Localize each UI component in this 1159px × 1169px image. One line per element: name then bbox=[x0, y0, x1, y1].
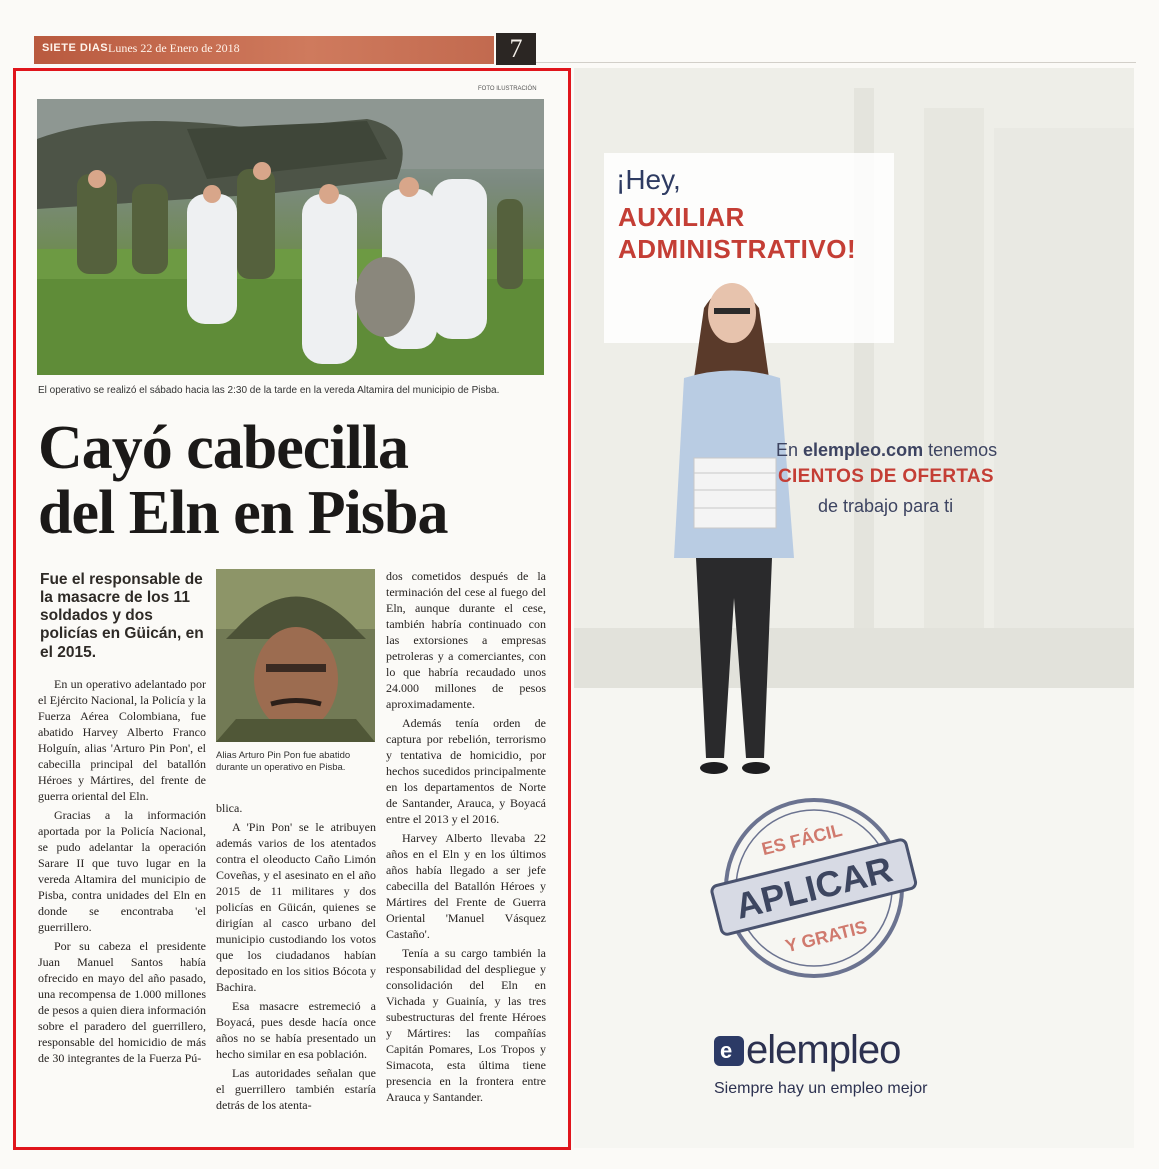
ad-greeting: ¡Hey, bbox=[616, 164, 681, 195]
portrait-caption: Alias Arturo Pin Pon fue abatido durante un operativo en Pisba. bbox=[216, 750, 351, 774]
issue-date: Lunes 22 de Enero de 2018 bbox=[108, 41, 240, 55]
ad-offer-line bbox=[776, 440, 997, 461]
ad-offer-end: de trabajo para ti bbox=[818, 496, 954, 516]
stamp-bottom-text: Y GRATIS bbox=[783, 916, 869, 957]
headline-line: Cayó cabecilla bbox=[38, 414, 408, 482]
page-number: 7 bbox=[496, 33, 536, 65]
article-column-2 bbox=[216, 800, 376, 1116]
article-paragraph: Esa masacre estremeció a Boyacá, pues desde hacía once años no se había presentado un hecho similar en esa población. bbox=[216, 999, 376, 1061]
article-column-3 bbox=[386, 568, 546, 1108]
stamp-main-text: APLICAR bbox=[731, 848, 897, 927]
headline bbox=[38, 416, 548, 546]
article-paragraph: Por su cabeza el presidente Juan Manuel Santos había ofrecido en mayo del año pasado, una recompensa de 1.000 millones de pesos a quien diera información sobre el paradero del guerrillero, responsable del homicidio de más de 30 integrantes de la Fuerza Pú- bbox=[38, 939, 206, 1065]
ad-job-title-line: AUXILIAR bbox=[618, 202, 745, 232]
ad-offer-brand: elempleo.com bbox=[803, 440, 924, 460]
ad-model-photo bbox=[634, 268, 814, 828]
article-paragraph: Gracias a la información aportada por la Policía Nacional, se pudo adelantar la operación Sarare II que tuvo lugar en la vereda Altamira del municipio de Pisba, contra unidades del Eln en donde se encontraba 'el guerrillero. bbox=[38, 808, 206, 934]
job-site-advertisement bbox=[574, 68, 1134, 1148]
article-paragraph: dos cometidos después de la terminación del cese al fuego del Eln, aunque durante el cese, también habría continuado con las extorsiones a empresas petroleras y a comerciantes, con lo que habría recaudado unos 24.000 millones de pesos aproximadamente. bbox=[386, 569, 546, 711]
apply-stamp-badge bbox=[704, 788, 924, 988]
ad-job-title-line: ADMINISTRATIVO! bbox=[618, 234, 857, 264]
ad-offer-suffix: tenemos bbox=[923, 440, 998, 460]
photo-caption: El operativo se realizó el sábado hacia las 2:30 de la tarde en la vereda Altamira del municipio de Pisba. bbox=[38, 385, 500, 396]
article-paragraph: blica. bbox=[216, 801, 243, 815]
ad-offer-prefix: En bbox=[776, 440, 804, 460]
brand-tagline: Siempre hay un empleo mejor bbox=[714, 1080, 928, 1097]
article-column-1 bbox=[38, 676, 206, 1069]
headline-line: del Eln en Pisba bbox=[38, 479, 448, 548]
ad-offer-highlight: CIENTOS DE OFERTAS bbox=[778, 466, 994, 487]
subheadline: Fue el responsable de la masacre de los 11 soldados y dos policías en Güicán, en el 2015. bbox=[40, 571, 204, 661]
header-rule bbox=[536, 62, 1136, 63]
article-paragraph: Las autoridades señalan que el guerrillero también estaría detrás de los atenta- bbox=[216, 1066, 376, 1112]
suspect-portrait-photo bbox=[216, 569, 375, 742]
brand-name: elempleo bbox=[746, 1028, 901, 1072]
photo-credit: FOTO ILUSTRACIÓN bbox=[478, 86, 537, 92]
article-paragraph: Tenía a su cargo también la responsabilidad del despliegue y consolidación del Eln en Vichada y Guainía, y las tres subestructuras del frente Héroes y Mártires: las compañías Capitán Pomares, Los Tropos y Simacota, esta última tiene presencia en la frontera entre Arauca y Santander. bbox=[386, 946, 546, 1104]
brand-logo-mark: e bbox=[720, 1038, 733, 1063]
main-news-photo bbox=[37, 99, 544, 375]
article-paragraph: Además tenía orden de captura por rebelión, terrorismo y tentativa de homicidio, por hechos sucedidos principalmente en los departamentos de Norte de Santander, Arauca, y Boyacá entre el 2013 y el 2016. bbox=[386, 716, 546, 826]
article-paragraph: A 'Pin Pon' se le atribuyen además varios de los atentados contra el oleoducto Caño Limón Coveñas, y el asesinato en el año 2015 de 11 militares y dos policías en Güicán, quienes se dirigían al casco urbano del municipio custodiando los votos que los ciudadanos habían depositado en los sitios Bócota y Bachira. bbox=[216, 820, 376, 994]
section-name: SIETE DIAS bbox=[42, 42, 109, 54]
stamp-top-text: ES FÁCIL bbox=[759, 819, 845, 860]
article-paragraph: Harvey Alberto llevaba 22 años en el Eln y en los últimos años había llegado a ser jefe cabecilla del Batallón Héroes y Mártires del Frente de Guerra Oriental 'Manuel Vásquez Castaño'. bbox=[386, 831, 546, 941]
article-paragraph: En un operativo adelantado por el Ejército Nacional, la Policía y la Fuerza Aérea Colombiana, fue abatido Harvey Alberto Franco Holguín, alias 'Arturo Pin Pon', el cabecilla principal del batallón Héroes y Mártires, del frente de guerra oriental del Eln. bbox=[38, 677, 206, 803]
